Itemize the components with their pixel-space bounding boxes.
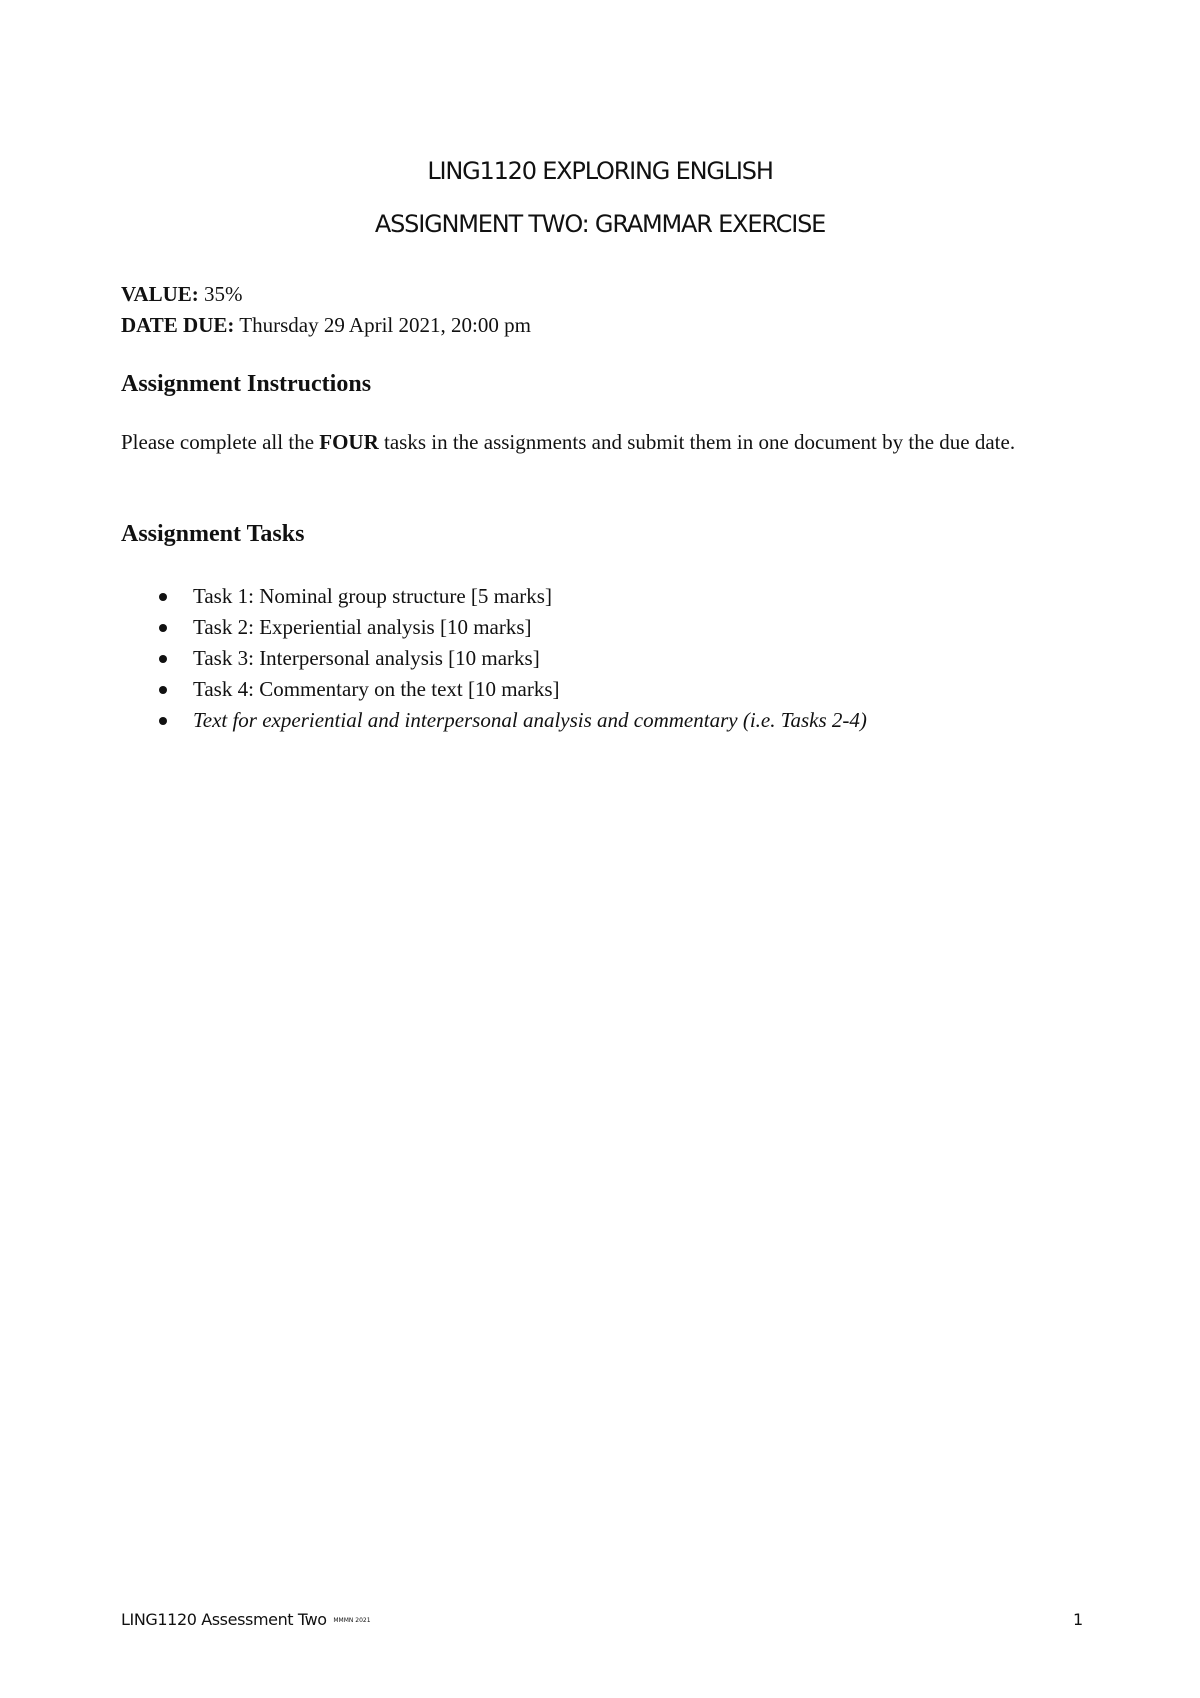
due-date-line [121, 310, 531, 341]
value-line [121, 279, 531, 310]
task-label: Task 2: Experiential analysis [10 marks] [193, 615, 532, 639]
bullet-icon [159, 593, 167, 601]
tasks-heading: Assignment Tasks [121, 521, 305, 547]
due-date-value: Thursday 29 April 2021, 20:00 pm [239, 313, 531, 337]
instructions-text-after: tasks in the assignments and submit them in one document by the due date. [378, 430, 1016, 454]
instructions-paragraph [121, 427, 1082, 457]
bullet-icon [159, 655, 167, 663]
assignment-meta [121, 279, 531, 341]
footer-text: LING1120 Assessment Two [121, 1610, 327, 1629]
task-item [121, 612, 867, 643]
instructions-text-bold: FOUR [319, 430, 379, 454]
task-item [121, 674, 867, 705]
task-item [121, 581, 867, 612]
page-number: 1 [1073, 1610, 1084, 1629]
task-list [121, 581, 867, 736]
task-label: Task 3: Interpersonal analysis [10 marks] [193, 646, 540, 670]
task-label: Task 1: Nominal group structure [5 marks] [193, 584, 552, 608]
bullet-icon [159, 624, 167, 632]
due-date-label: DATE DUE: [121, 313, 235, 337]
assignment-title: ASSIGNMENT TWO: GRAMMAR EXERCISE [374, 210, 826, 238]
footer-course-label [121, 1610, 371, 1629]
value-amount: 35% [204, 282, 243, 306]
instructions-heading: Assignment Instructions [121, 371, 372, 397]
task-label: Text for experiential and interpersonal analysis and commentary (i.e. Tasks 2-4) [193, 708, 867, 732]
footer-small-text: MMMN 2021 [333, 1617, 371, 1624]
bullet-icon [159, 686, 167, 694]
value-label: VALUE: [121, 282, 199, 306]
title-block [0, 156, 1200, 240]
task-item-text-note [121, 705, 867, 736]
task-item [121, 643, 867, 674]
task-label: Task 4: Commentary on the text [10 marks] [193, 677, 560, 701]
instructions-text-before: Please complete all the [121, 430, 320, 454]
bullet-icon [159, 717, 167, 725]
course-title: LING1120 EXPLORING ENGLISH [427, 157, 773, 185]
